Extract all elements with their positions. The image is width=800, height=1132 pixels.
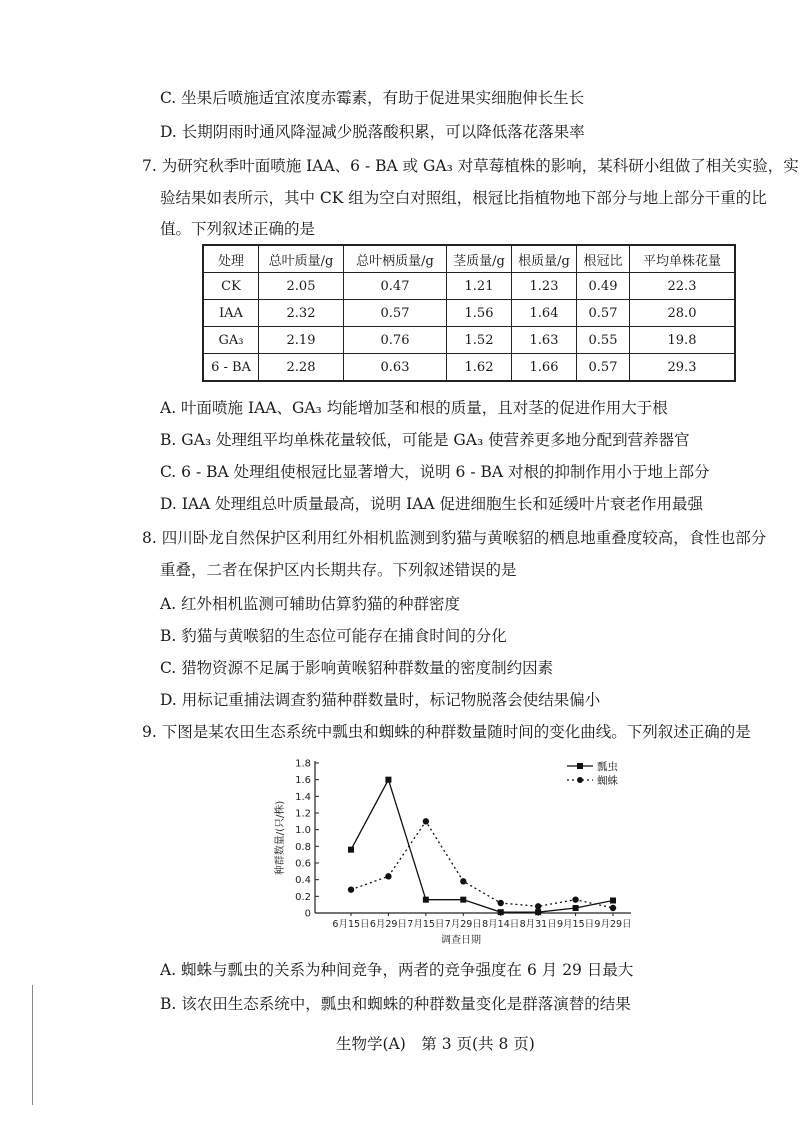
table-cell: GA₃	[203, 327, 259, 354]
y-tick-label: 0.4	[295, 875, 311, 887]
table-cell: 1.62	[447, 354, 512, 382]
question-8-line1: 8. 四川卧龙自然保护区利用红外相机监测到豹猫与黄喉貂的栖息地重叠度较高，食性也部分	[142, 529, 767, 547]
question-7-line1: 7. 为研究秋季叶面喷施 IAA、6 - BA 或 GA₃ 对草莓植株的影响，某科研小组做了相关实验，实	[142, 157, 799, 175]
table-header: 平均单株花量	[630, 245, 736, 273]
x-tick-label: 9月15日	[557, 919, 595, 930]
table-header: 总叶质量/g	[259, 245, 344, 273]
page-footer: 生物学(A) 第 3 页(共 8 页)	[336, 1035, 535, 1053]
option-7d-prev: D. 长期阴雨时通风降湿减少脱落酸积累，可以降低落花落果率	[160, 123, 585, 141]
legend-marker-1	[577, 777, 583, 783]
scan-edge-line	[32, 985, 33, 1105]
option-7d: D. IAA 处理组总叶质量最高，说明 IAA 促进细胞生长和延缓叶片衰老作用最强	[160, 495, 704, 513]
series-1-point	[572, 896, 578, 902]
table-cell: 6 - BA	[203, 354, 259, 382]
table-cell: 29.3	[630, 354, 736, 382]
series-1-point	[610, 905, 616, 911]
option-8a: A. 红外相机监测可辅助估算豹猫的种群密度	[160, 595, 461, 613]
table-cell: 2.28	[259, 354, 344, 382]
table-row	[203, 354, 735, 382]
table-cell: 2.32	[259, 300, 344, 327]
question-9-line1: 9. 下图是某农田生态系统中瓢虫和蜘蛛的种群数量随时间的变化曲线。下列叙述正确的是	[142, 723, 751, 741]
table-row	[203, 300, 735, 327]
table-cell: IAA	[203, 300, 259, 327]
population-line-chart	[260, 748, 660, 953]
series-line-1	[351, 821, 613, 908]
table-row	[203, 273, 735, 300]
option-8d: D. 用标记重捕法调查豹猫种群数量时，标记物脱落会使结果偏小	[160, 691, 601, 709]
table-cell: 0.57	[577, 300, 630, 327]
series-0-point	[610, 898, 616, 904]
y-tick-label: 1.0	[295, 825, 311, 837]
series-0-point	[460, 897, 466, 903]
option-8c: C. 猎物资源不足属于影响黄喉貂种群数量的密度制约因素	[160, 659, 554, 677]
y-tick-label: 1.8	[295, 758, 311, 770]
option-8b: B. 豹猫与黄喉貂的生态位可能存在捕食时间的分化	[160, 627, 507, 645]
table-cell: 1.66	[512, 354, 577, 382]
table-header-row	[203, 245, 735, 273]
table-cell: 1.21	[447, 273, 512, 300]
question-7-line3: 值。下列叙述正确的是	[160, 220, 316, 238]
table-cell: 1.56	[447, 300, 512, 327]
y-tick-label: 0	[304, 908, 311, 920]
table-cell: 1.52	[447, 327, 512, 354]
table-header: 处理	[203, 245, 259, 273]
series-0-point	[535, 909, 541, 915]
option-9a: A. 蜘蛛与瓢虫的关系为种间竞争，两者的竞争强度在 6 月 29 日最大	[160, 961, 634, 979]
table-cell: 0.63	[344, 354, 447, 382]
x-tick-label: 6月15日	[332, 919, 370, 930]
y-tick-label: 0.8	[295, 841, 311, 853]
table-cell: 0.49	[577, 273, 630, 300]
y-axis-label: 种群数量/(只/株)	[275, 800, 286, 876]
x-axis-label: 调查日期	[441, 935, 481, 946]
y-tick-label: 1.6	[295, 775, 311, 787]
series-0-point	[348, 847, 354, 853]
series-line-0	[351, 780, 613, 913]
y-tick-label: 0.2	[295, 891, 311, 903]
table-header: 根冠比	[577, 245, 630, 273]
table-header: 根质量/g	[512, 245, 577, 273]
x-tick-label: 8月31日	[519, 919, 557, 930]
option-9b: B. 该农田生态系统中，瓢虫和蜘蛛的种群数量变化是群落演替的结果	[160, 995, 631, 1013]
table-cell: 28.0	[630, 300, 736, 327]
y-tick-label: 1.4	[295, 791, 311, 803]
x-tick-label: 6月29日	[369, 919, 407, 930]
series-0-point	[423, 897, 429, 903]
table-cell: 0.57	[344, 300, 447, 327]
series-1-point	[460, 878, 466, 884]
x-tick-label: 7月29日	[444, 919, 482, 930]
results-table	[202, 244, 736, 382]
legend-label-0: 瓢虫	[597, 761, 618, 773]
series-1-point	[423, 818, 429, 824]
x-tick-label: 7月15日	[407, 919, 445, 930]
table-cell: 2.05	[259, 273, 344, 300]
series-1-point	[348, 886, 354, 892]
table-cell: 22.3	[630, 273, 736, 300]
table-cell: 1.64	[512, 300, 577, 327]
series-0-point	[385, 777, 391, 783]
question-7-line2: 验结果如表所示，其中 CK 组为空白对照组，根冠比指植物地下部分与地上部分干重的比	[160, 189, 767, 207]
option-7c-prev: C. 坐果后喷施适宜浓度赤霉素，有助于促进果实细胞伸长生长	[160, 89, 585, 107]
option-7b: B. GA₃ 处理组平均单株花量较低，可能是 GA₃ 使营养更多地分配到营养器官	[160, 431, 690, 449]
table-cell: 0.57	[577, 354, 630, 382]
series-0-point	[573, 905, 579, 911]
x-tick-label: 9月29日	[594, 919, 632, 930]
question-8-line2: 重叠，二者在保护区内长期共存。下列叙述错误的是	[160, 561, 517, 579]
series-1-point	[498, 900, 504, 906]
table-cell: 1.63	[512, 327, 577, 354]
option-7c: C. 6 - BA 处理组使根冠比显著增大，说明 6 - BA 对根的抑制作用小于地上部分	[160, 463, 710, 481]
series-1-point	[535, 903, 541, 909]
table-cell: 0.76	[344, 327, 447, 354]
table-row	[203, 327, 735, 354]
x-tick-label: 8月14日	[482, 919, 520, 930]
series-1-point	[385, 873, 391, 879]
option-7a: A. 叶面喷施 IAA、GA₃ 均能增加茎和根的质量，且对茎的促进作用大于根	[160, 399, 668, 417]
series-0-point	[498, 909, 504, 915]
table-header: 总叶柄质量/g	[344, 245, 447, 273]
table-cell: 1.23	[512, 273, 577, 300]
legend-label-1: 蜘蛛	[597, 775, 618, 787]
table-cell: 0.55	[577, 327, 630, 354]
y-tick-label: 0.6	[295, 858, 311, 870]
table-cell: 2.19	[259, 327, 344, 354]
y-tick-label: 1.2	[295, 808, 311, 820]
table-cell: CK	[203, 273, 259, 300]
table-cell: 19.8	[630, 327, 736, 354]
table-cell: 0.47	[344, 273, 447, 300]
legend-marker-0	[577, 763, 583, 769]
table-header: 茎质量/g	[447, 245, 512, 273]
